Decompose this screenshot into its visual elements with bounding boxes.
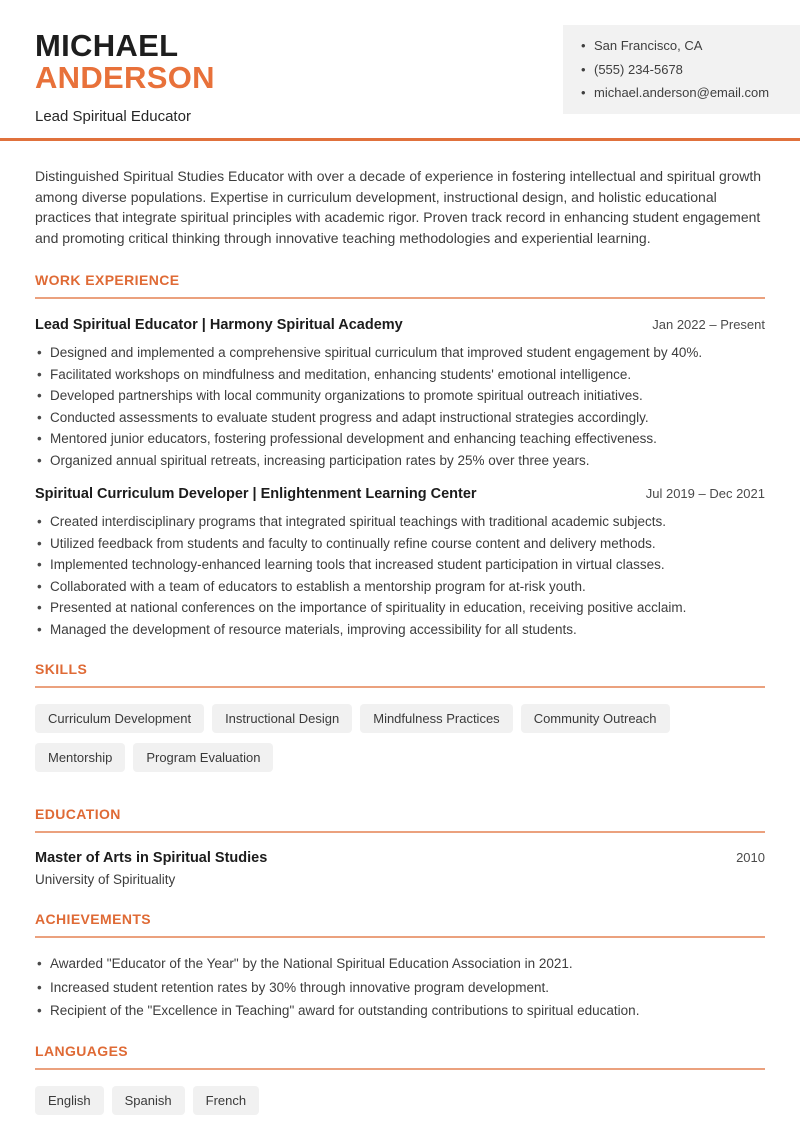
bullet-item: • Implemented technology-enhanced learning tools that increased student participation in virtual classes. — [35, 557, 765, 573]
language-pill: Spanish — [112, 1086, 185, 1115]
bullet-item: • Increased student retention rates by 30% through innovative program development. — [35, 980, 765, 996]
work-experience-heading: WORK EXPERIENCE — [35, 272, 180, 288]
skills-pill-list — [35, 704, 765, 782]
section-divider — [35, 831, 765, 833]
job-entry — [35, 317, 765, 468]
skill-pill: Program Evaluation — [133, 743, 273, 772]
bullet-item: • Recipient of the "Excellence in Teaching" award for outstanding contributions to spiritual education. — [35, 1003, 765, 1019]
section-divider — [35, 1068, 765, 1070]
section-divider — [35, 297, 765, 299]
last-name: ANDERSON — [35, 60, 215, 95]
graduation-year: 2010 — [736, 850, 765, 865]
bullet-item: • Awarded "Educator of the Year" by the National Spiritual Education Association in 2021. — [35, 956, 765, 972]
bullet-item: • Collaborated with a team of educators to establish a mentorship program for at-risk youth. — [35, 579, 765, 595]
job-header — [35, 486, 765, 502]
skill-pill: Curriculum Development — [35, 704, 204, 733]
skills-heading: SKILLS — [35, 661, 88, 677]
language-pill: French — [193, 1086, 259, 1115]
languages-heading: LANGUAGES — [35, 1042, 129, 1059]
job-dates: Jan 2022 – Present — [652, 317, 765, 332]
job-title: Spiritual Curriculum Developer | Enlightenment Learning Center — [35, 486, 477, 502]
header-job-title: Lead Spiritual Educator — [35, 108, 191, 125]
degree-title: Master of Arts in Spiritual Studies — [35, 850, 268, 866]
contact-list — [581, 39, 790, 100]
skill-pill: Instructional Design — [212, 704, 352, 733]
achievements-heading: ACHIEVEMENTS — [35, 911, 152, 927]
achievements-list — [35, 956, 765, 1019]
bullet-item: • Presented at national conferences on the importance of spirituality in education, receiving positive acclaim. — [35, 600, 765, 616]
school-name: University of Spirituality — [35, 872, 176, 887]
education-entry — [35, 850, 765, 887]
skill-pill: Community Outreach — [521, 704, 670, 733]
bullet-item: • Designed and implemented a comprehensive spiritual curriculum that improved student engagement by 40%. — [35, 345, 765, 361]
contact-card — [563, 25, 800, 114]
bullet-item: • Created interdisciplinary programs that integrated spiritual teachings with traditional academic subjects. — [35, 514, 765, 530]
bullet-item: • Developed partnerships with local community organizations to promote spiritual outreach initiatives. — [35, 388, 765, 404]
contact-location: • San Francisco, CA — [581, 39, 790, 53]
bullet-item: • Conducted assessments to evaluate student progress and adapt instructional strategies accordingly. — [35, 410, 765, 426]
resume-header — [0, 0, 800, 138]
job-title: Lead Spiritual Educator | Harmony Spiritual Academy — [35, 317, 403, 333]
resume-body — [0, 166, 800, 1125]
section-education — [35, 806, 765, 887]
job-bullet-list — [35, 514, 765, 637]
contact-email: • michael.anderson@email.com — [581, 86, 790, 100]
bullet-item: • Organized annual spiritual retreats, increasing participation rates by 25% over three years. — [35, 453, 765, 469]
section-divider — [35, 936, 765, 938]
job-entry — [35, 486, 765, 637]
bullet-item: • Utilized feedback from students and faculty to continually refine course content and delivery methods. — [35, 536, 765, 552]
section-work-experience — [35, 272, 765, 637]
summary-paragraph: Distinguished Spiritual Studies Educator with over a decade of experience in fostering intellectual and spiritual growth among diverse populations. Expertise in curriculum development, instructional design, and holistic educational practices that integrate spiritual principles with academic rigor. Proven track record in enhancing student engagement and promoting critical thinking through innovative teaching methodologies and experiential learning. — [35, 168, 762, 246]
skill-pill: Mindfulness Practices — [360, 704, 512, 733]
job-bullet-list — [35, 345, 765, 468]
language-pill: English — [35, 1086, 104, 1115]
bullet-item: • Managed the development of resource materials, improving accessibility for all students. — [35, 622, 765, 638]
job-dates: Jul 2019 – Dec 2021 — [645, 486, 765, 501]
skill-pill: Mentorship — [35, 743, 125, 772]
education-heading: EDUCATION — [35, 806, 121, 822]
header-divider — [0, 138, 800, 141]
job-header — [35, 317, 765, 333]
section-languages — [35, 1043, 765, 1125]
section-skills — [35, 661, 765, 782]
bullet-item: • Facilitated workshops on mindfulness and meditation, enhancing students' emotional intelligence. — [35, 367, 765, 383]
section-divider — [35, 686, 765, 688]
languages-pill-list — [35, 1086, 765, 1125]
education-header — [35, 850, 765, 866]
first-name: MICHAEL — [35, 28, 179, 63]
bullet-item: • Mentored junior educators, fostering professional development and enhancing teaching effectiveness. — [35, 431, 765, 447]
section-achievements — [35, 911, 765, 1019]
contact-phone: • (555) 234-5678 — [581, 63, 790, 77]
